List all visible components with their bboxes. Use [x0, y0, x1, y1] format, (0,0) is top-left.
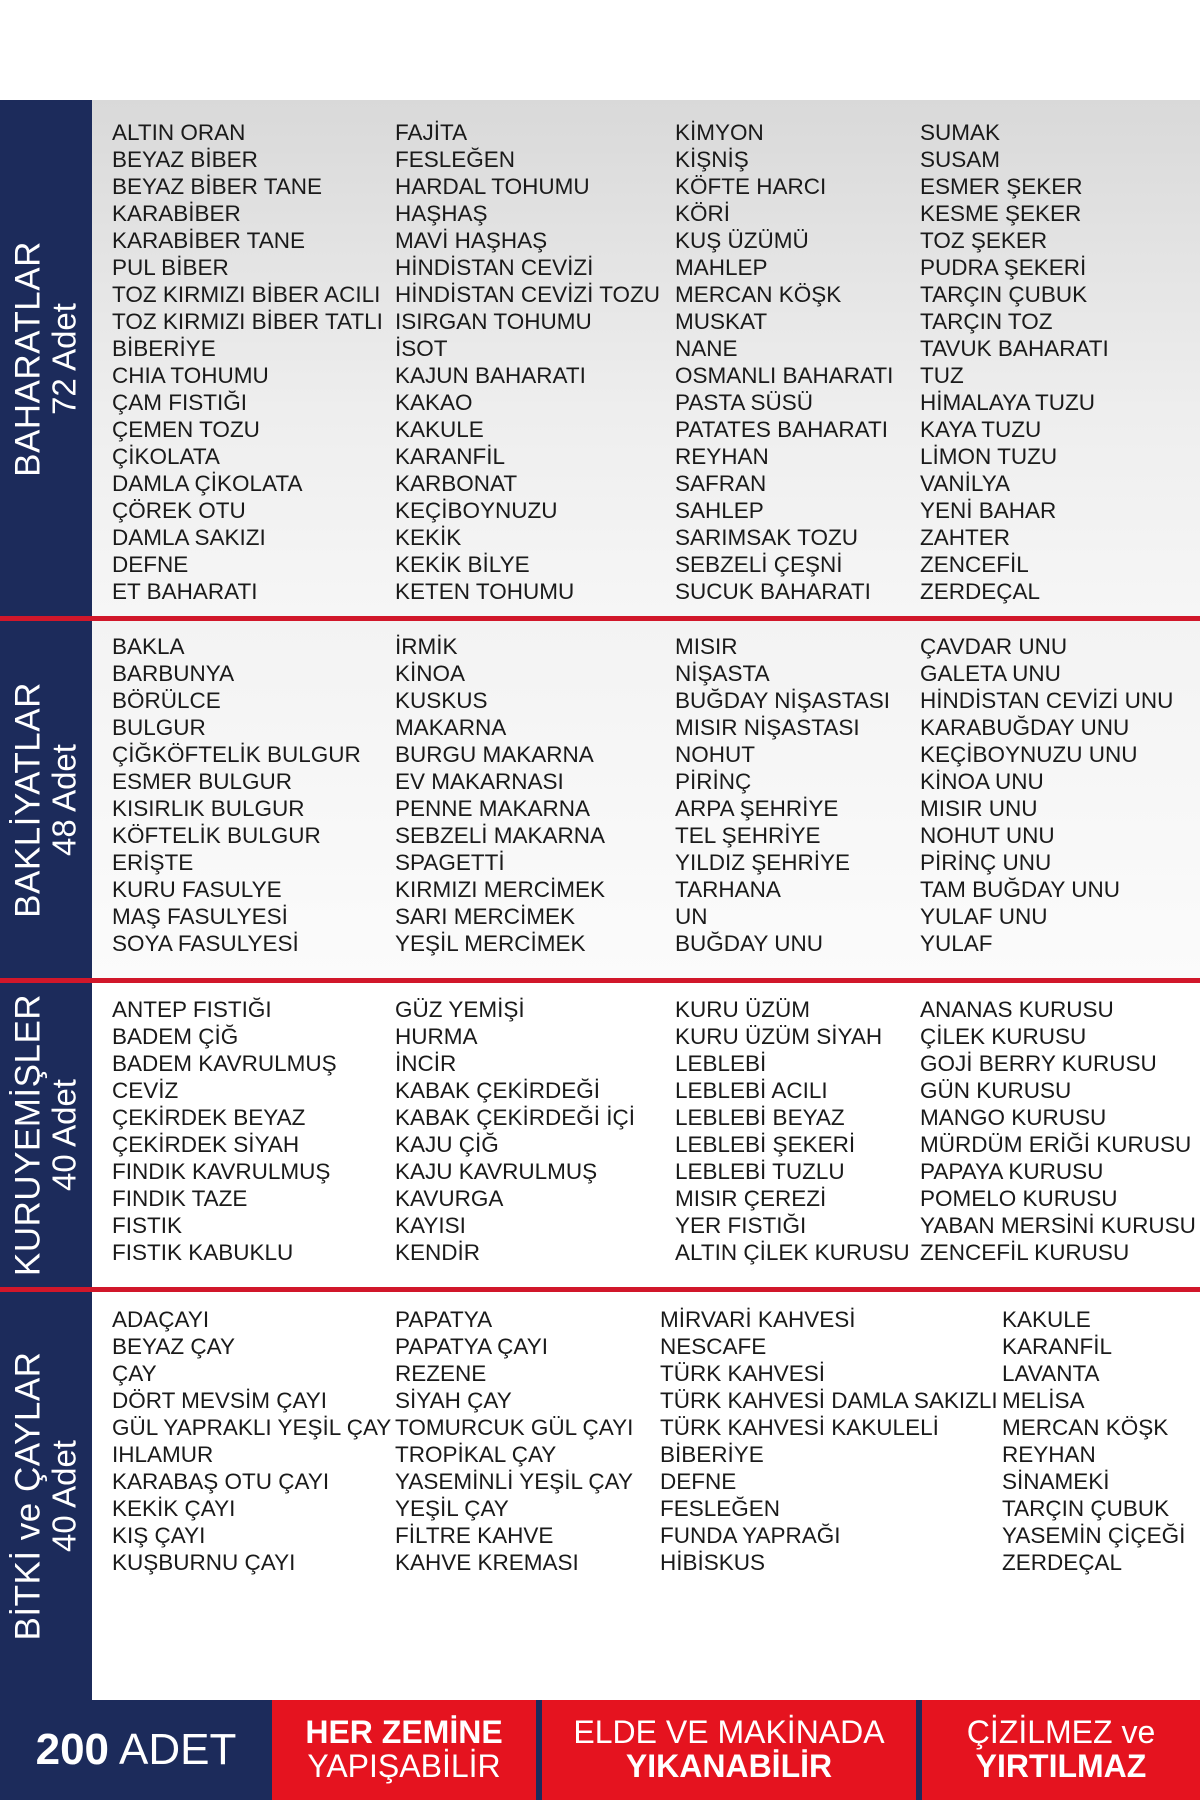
list-item: FAJİTA: [395, 120, 468, 145]
feature-washable: [542, 1700, 916, 1800]
total-count: [0, 1700, 272, 1800]
list-item: BÖRÜLCE: [112, 688, 221, 713]
list-item: KİMYON: [675, 120, 764, 145]
section-label: [0, 621, 92, 978]
list-item: SOYA FASULYESİ: [112, 931, 299, 956]
list-item: BİBERİYE: [660, 1442, 764, 1467]
list-item: KAKULE: [1002, 1307, 1091, 1332]
section-body: [92, 621, 1200, 978]
list-item: KUŞ ÜZÜMÜ: [675, 228, 809, 253]
list-item: KARABAŞ OTU ÇAYI: [112, 1469, 330, 1494]
item-column: [395, 996, 635, 1266]
section-count: 40 Adet: [45, 1440, 83, 1552]
list-item: KEKİK: [395, 525, 462, 550]
list-item: YEŞİL ÇAY: [395, 1496, 509, 1521]
total-unit: ADET: [119, 1725, 237, 1774]
list-item: DAMLA ÇİKOLATA: [112, 471, 303, 496]
item-column: [395, 119, 660, 605]
section-kuruyemisler: [0, 983, 1200, 1287]
list-item: CEVİZ: [112, 1078, 179, 1103]
list-item: BADEM ÇİĞ: [112, 1024, 239, 1049]
section-title: BAKLİYATLAR: [8, 681, 48, 918]
list-item: KENDİR: [395, 1240, 481, 1265]
list-item: KÖFTELİK BULGUR: [112, 823, 321, 848]
list-item: ZENCEFİL: [920, 552, 1029, 577]
list-item: MERCAN KÖŞK: [1002, 1415, 1169, 1440]
list-item: NANE: [675, 336, 738, 361]
section-baharatlar: [0, 100, 1200, 618]
list-item: ÇAY: [112, 1361, 157, 1386]
section-title: BİTKİ ve ÇAYLAR: [8, 1351, 48, 1641]
section-title: BAHARATLAR: [8, 241, 48, 477]
item-column: [112, 1306, 391, 1576]
list-item: MUSKAT: [675, 309, 768, 334]
list-item: BARBUNYA: [112, 661, 235, 686]
list-item: MISIR NİŞASTASI: [675, 715, 860, 740]
list-item: KIRMIZI MERCİMEK: [395, 877, 606, 902]
list-item: LEBLEBİ BEYAZ: [675, 1105, 845, 1130]
feature-line-1: HER ZEMİNE: [305, 1714, 503, 1751]
list-item: GALETA UNU: [920, 661, 1061, 686]
list-item: ÇİLEK KURUSU: [920, 1024, 1087, 1049]
list-item: HİNDİSTAN CEVİZİ TOZU: [395, 282, 661, 307]
list-item: NOHUT: [675, 742, 755, 767]
list-item: ERİŞTE: [112, 850, 194, 875]
feature-adhesive: [272, 1700, 536, 1800]
list-item: HAŞHAŞ: [395, 201, 488, 226]
feature-line-2: YAPIŞABİLİR: [307, 1748, 501, 1784]
list-item: TÜRK KAHVESİ: [660, 1361, 826, 1386]
list-item: ZAHTER: [920, 525, 1010, 550]
list-item: TOMURCUK GÜL ÇAYI: [395, 1415, 634, 1440]
list-item: TÜRK KAHVESİ KAKULELİ: [660, 1415, 939, 1440]
list-item: SİYAH ÇAY: [395, 1388, 512, 1413]
list-item: TOZ KIRMIZI BİBER ACILI: [112, 282, 381, 307]
list-item: ISIRGAN TOHUMU: [395, 309, 592, 334]
list-item: OSMANLI BAHARATI: [675, 363, 894, 388]
list-item: SUSAM: [920, 147, 1001, 172]
list-item: LİMON TUZU: [920, 444, 1058, 469]
list-item: TARÇIN ÇUBUK: [920, 282, 1088, 307]
list-item: SİNAMEKİ: [1002, 1469, 1110, 1494]
item-column: [920, 119, 1109, 605]
section-title: KURUYEMİŞLER: [8, 993, 48, 1277]
list-item: GÜN KURUSU: [920, 1078, 1072, 1103]
section-label: [0, 1292, 92, 1700]
list-item: KABAK ÇEKİRDEĞİ İÇİ: [395, 1105, 636, 1130]
list-item: KARANFİL: [1002, 1334, 1113, 1359]
section-count: 40 Adet: [45, 1079, 83, 1191]
list-item: LEBLEBİ: [675, 1051, 767, 1076]
feature-line-1: ELDE VE MAKİNADA: [573, 1714, 885, 1751]
list-item: MÜRDÜM ERİĞİ KURUSU: [920, 1132, 1192, 1157]
list-item: ZENCEFİL KURUSU: [920, 1240, 1130, 1265]
list-item: PENNE MAKARNA: [395, 796, 591, 821]
list-item: GÜL YAPRAKLI YEŞİL ÇAY: [112, 1415, 392, 1440]
list-item: YENİ BAHAR: [920, 498, 1057, 523]
list-item: ESMER ŞEKER: [920, 174, 1083, 199]
list-item: NİŞASTA: [675, 661, 770, 686]
list-item: KIŞ ÇAYI: [112, 1523, 206, 1548]
list-item: BEYAZ ÇAY: [112, 1334, 235, 1359]
list-item: GOJİ BERRY KURUSU: [920, 1051, 1157, 1076]
list-item: SEBZELİ ÇEŞNİ: [675, 552, 843, 577]
list-item: KEÇİBOYNUZU: [395, 498, 558, 523]
list-item: MİRVARİ KAHVESİ: [660, 1307, 856, 1332]
list-item: BİBERİYE: [112, 336, 216, 361]
section-label: [0, 100, 92, 618]
list-item: ESMER BULGUR: [112, 769, 293, 794]
list-item: KURU ÜZÜM: [675, 997, 810, 1022]
list-item: PİRİNÇ: [675, 769, 752, 794]
section-label: [0, 983, 92, 1287]
list-item: YULAF UNU: [920, 904, 1048, 929]
list-item: PUL BİBER: [112, 255, 229, 280]
list-item: YEŞİL MERCİMEK: [395, 931, 586, 956]
list-item: KEÇİBOYNUZU UNU: [920, 742, 1138, 767]
list-item: FUNDA YAPRAĞI: [660, 1523, 841, 1548]
list-item: ANTEP FISTIĞI: [112, 997, 272, 1022]
list-item: KURU FASULYE: [112, 877, 282, 902]
list-item: ÇAM FISTIĞI: [112, 390, 247, 415]
list-item: İNCİR: [395, 1051, 457, 1076]
list-item: ANANAS KURUSU: [920, 997, 1114, 1022]
list-item: BUĞDAY UNU: [675, 931, 823, 956]
list-item: YASEMİN ÇİÇEĞİ: [1002, 1523, 1186, 1548]
list-item: KAYISI: [395, 1213, 466, 1238]
list-item: TARÇIN ÇUBUK: [1002, 1496, 1170, 1521]
list-item: ÇİKOLATA: [112, 444, 220, 469]
list-item: KAYA TUZU: [920, 417, 1042, 442]
list-item: BEYAZ BİBER TANE: [112, 174, 323, 199]
list-item: HİNDİSTAN CEVİZİ: [395, 255, 594, 280]
list-item: KAJU ÇİĞ: [395, 1132, 499, 1157]
footer-banner: [0, 1700, 1200, 1800]
list-item: DÖRT MEVSİM ÇAYI: [112, 1388, 328, 1413]
list-item: LEBLEBİ ACILI: [675, 1078, 828, 1103]
item-column: [395, 633, 605, 957]
list-item: REYHAN: [1002, 1442, 1096, 1467]
list-item: REYHAN: [675, 444, 769, 469]
list-item: LEBLEBİ ŞEKERİ: [675, 1132, 856, 1157]
list-item: YULAF: [920, 931, 993, 956]
list-item: DEFNE: [660, 1469, 737, 1494]
list-item: KESME ŞEKER: [920, 201, 1082, 226]
list-item: MAŞ FASULYESİ: [112, 904, 288, 929]
list-item: DEFNE: [112, 552, 189, 577]
list-item: ÇİĞKÖFTELİK BULGUR: [112, 742, 361, 767]
list-item: KUSKUS: [395, 688, 488, 713]
list-item: TAVUK BAHARATI: [920, 336, 1109, 361]
list-item: ZERDEÇAL: [1002, 1550, 1123, 1575]
list-item: NOHUT UNU: [920, 823, 1055, 848]
item-column: [112, 119, 383, 605]
list-item: VANİLYA: [920, 471, 1011, 496]
item-column: [112, 633, 361, 957]
list-item: KAJUN BAHARATI: [395, 363, 586, 388]
section-body: [92, 100, 1200, 618]
list-item: MAVİ HAŞHAŞ: [395, 228, 548, 253]
list-item: ÇÖREK OTU: [112, 498, 246, 523]
list-item: MISIR: [675, 634, 738, 659]
list-item: KABAK ÇEKİRDEĞİ: [395, 1078, 601, 1103]
list-item: KİNOA UNU: [920, 769, 1044, 794]
feature-line-2: YIRTILMAZ: [975, 1748, 1147, 1784]
section-bakliyatlar: [0, 621, 1200, 978]
list-item: PAPATYA: [395, 1307, 493, 1332]
list-item: KARANFİL: [395, 444, 506, 469]
list-item: FESLEĞEN: [660, 1496, 781, 1521]
list-item: MAHLEP: [675, 255, 768, 280]
list-item: KİNOA: [395, 661, 466, 686]
total-number: 200: [35, 1725, 110, 1774]
section-count: 72 Adet: [45, 303, 83, 415]
list-item: PAPAYA KURUSU: [920, 1159, 1104, 1184]
list-item: HİBİSKUS: [660, 1550, 766, 1575]
list-item: ET BAHARATI: [112, 579, 258, 604]
section-body: [92, 983, 1200, 1287]
list-item: NESCAFE: [660, 1334, 767, 1359]
list-item: YILDIZ ŞEHRİYE: [675, 850, 851, 875]
list-item: LAVANTA: [1002, 1361, 1100, 1386]
list-item: KARABUĞDAY UNU: [920, 715, 1130, 740]
list-item: KÖFTE HARCI: [675, 174, 827, 199]
list-item: İRMİK: [395, 634, 458, 659]
list-item: YASEMİNLİ YEŞİL ÇAY: [395, 1469, 634, 1494]
list-item: KARABİBER: [112, 201, 241, 226]
list-item: SUCUK BAHARATI: [675, 579, 871, 604]
section-count: 48 Adet: [45, 743, 83, 856]
list-item: ÇEMEN TOZU: [112, 417, 260, 442]
list-item: KAKULE: [395, 417, 484, 442]
list-item: TARHANA: [675, 877, 781, 902]
list-item: ÇEKİRDEK BEYAZ: [112, 1105, 306, 1130]
list-item: TOZ ŞEKER: [920, 228, 1048, 253]
list-item: YER FISTIĞI: [675, 1213, 807, 1238]
list-item: DAMLA SAKIZI: [112, 525, 266, 550]
item-column: [395, 1306, 633, 1576]
list-item: FİLTRE KAHVE: [395, 1523, 554, 1548]
list-item: UN: [675, 904, 708, 929]
list-item: KARABİBER TANE: [112, 228, 305, 253]
list-item: ADAÇAYI: [112, 1307, 210, 1332]
list-item: TOZ KIRMIZI BİBER TATLI: [112, 309, 383, 334]
list-item: KEKİK ÇAYI: [112, 1496, 236, 1521]
list-item: MANGO KURUSU: [920, 1105, 1107, 1130]
list-item: KÖRİ: [675, 201, 731, 226]
list-item: FINDIK KAVRULMUŞ: [112, 1159, 331, 1184]
list-item: IHLAMUR: [112, 1442, 214, 1467]
list-item: SARI MERCİMEK: [395, 904, 576, 929]
list-item: HARDAL TOHUMU: [395, 174, 590, 199]
list-item: SEBZELİ MAKARNA: [395, 823, 606, 848]
list-item: HİNDİSTAN CEVİZİ UNU: [920, 688, 1174, 713]
list-item: FESLEĞEN: [395, 147, 516, 172]
item-column: [112, 996, 337, 1266]
feature-durable: [922, 1700, 1200, 1800]
list-item: KAVURGA: [395, 1186, 504, 1211]
list-item: KETEN TOHUMU: [395, 579, 575, 604]
list-item: KİŞNİŞ: [675, 147, 749, 172]
item-column: [675, 119, 893, 605]
section-bitki-caylar: [0, 1292, 1200, 1700]
list-item: TARÇIN TOZ: [920, 309, 1053, 334]
list-item: EV MAKARNASI: [395, 769, 564, 794]
list-item: FISTIK KABUKLU: [112, 1240, 294, 1265]
list-item: TÜRK KAHVESİ DAMLA SAKIZLI: [660, 1388, 998, 1413]
list-item: KISIRLIK BULGUR: [112, 796, 305, 821]
list-item: SPAGETTİ: [395, 850, 505, 875]
list-item: PİRİNÇ UNU: [920, 850, 1052, 875]
list-item: BEYAZ BİBER: [112, 147, 258, 172]
feature-line-1: ÇİZİLMEZ ve: [966, 1714, 1156, 1751]
list-item: SAFRAN: [675, 471, 767, 496]
list-item: YABAN MERSİNİ KURUSU: [920, 1213, 1196, 1238]
list-item: GÜZ YEMİŞİ: [395, 997, 525, 1022]
list-item: MERCAN KÖŞK: [675, 282, 842, 307]
list-item: ÇEKİRDEK SİYAH: [112, 1132, 300, 1157]
list-item: SUMAK: [920, 120, 1001, 145]
list-item: MAKARNA: [395, 715, 507, 740]
list-item: MISIR UNU: [920, 796, 1038, 821]
list-item: SAHLEP: [675, 498, 764, 523]
list-item: ARPA ŞEHRİYE: [675, 796, 839, 821]
list-item: KAKAO: [395, 390, 473, 415]
list-item: PATATES BAHARATI: [675, 417, 888, 442]
list-item: TEL ŞEHRİYE: [675, 823, 821, 848]
list-item: TAM BUĞDAY UNU: [920, 877, 1121, 902]
item-column: [675, 633, 890, 957]
list-item: LEBLEBİ TUZLU: [675, 1159, 845, 1184]
section-body: [92, 1292, 1200, 1700]
feature-line-2: YIKANABİLİR: [625, 1748, 833, 1784]
list-item: SARIMSAK TOZU: [675, 525, 858, 550]
list-item: MISIR ÇEREZİ: [675, 1186, 827, 1211]
list-item: BADEM KAVRULMUŞ: [112, 1051, 337, 1076]
list-item: BULGUR: [112, 715, 206, 740]
list-item: KARBONAT: [395, 471, 518, 496]
list-item: İSOT: [395, 336, 448, 361]
list-item: KEKİK BİLYE: [395, 552, 530, 577]
list-item: FISTIK: [112, 1213, 183, 1238]
label-catalog: [0, 100, 1200, 1784]
list-item: ZERDEÇAL: [920, 579, 1041, 604]
list-item: PASTA SÜSÜ: [675, 390, 813, 415]
list-item: ALTIN ÇİLEK KURUSU: [675, 1240, 910, 1265]
list-item: PUDRA ŞEKERİ: [920, 255, 1087, 280]
list-item: CHIA TOHUMU: [112, 363, 269, 388]
list-item: BURGU MAKARNA: [395, 742, 594, 767]
list-item: KUŞBURNU ÇAYI: [112, 1550, 296, 1575]
item-column: [675, 996, 910, 1266]
list-item: KURU ÜZÜM SİYAH: [675, 1024, 883, 1049]
list-item: MELİSA: [1002, 1388, 1085, 1413]
list-item: BUĞDAY NİŞASTASI: [675, 688, 891, 713]
list-item: FINDIK TAZE: [112, 1186, 248, 1211]
item-column: [920, 996, 1196, 1266]
list-item: POMELO KURUSU: [920, 1186, 1118, 1211]
item-column: [1002, 1306, 1185, 1576]
list-item: ALTIN ORAN: [112, 120, 246, 145]
list-item: TUZ: [920, 363, 964, 388]
list-item: KAJU KAVRULMUŞ: [395, 1159, 598, 1184]
item-column: [660, 1306, 998, 1576]
list-item: KAHVE KREMASI: [395, 1550, 579, 1575]
list-item: PAPATYA ÇAYI: [395, 1334, 548, 1359]
list-item: TROPİKAL ÇAY: [395, 1442, 557, 1467]
list-item: HİMALAYA TUZU: [920, 390, 1096, 415]
list-item: BAKLA: [112, 634, 185, 659]
item-column: [920, 633, 1173, 957]
list-item: ÇAVDAR UNU: [920, 634, 1068, 659]
list-item: REZENE: [395, 1361, 487, 1386]
list-item: HURMA: [395, 1024, 478, 1049]
